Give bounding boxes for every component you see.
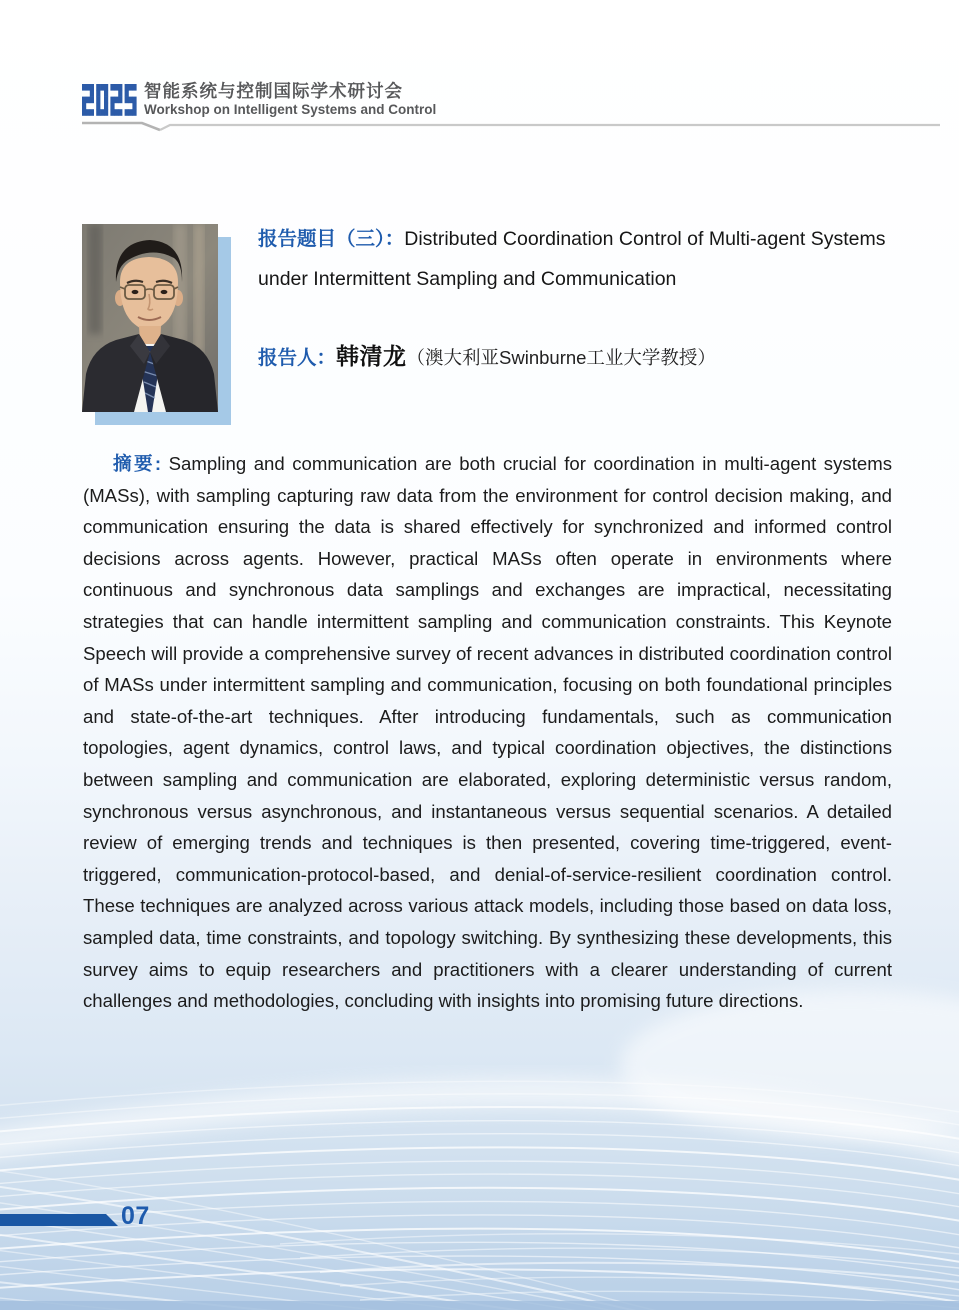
abstract-paragraph	[83, 448, 892, 1017]
page-number: 07	[121, 1202, 150, 1230]
footer-accent-bar	[0, 1214, 118, 1226]
speaker-name: 韩清龙	[336, 343, 407, 369]
talk-title-text: Distributed Coordination Control of Multi-agent Systems under Intermittent Sampling and Communication	[258, 228, 886, 290]
workshop-title-block	[144, 81, 436, 118]
speaker-line	[258, 338, 716, 371]
talk-title	[258, 219, 900, 299]
abstract-text: Sampling and communication are both crucial for coordination in multi-agent systems (MASs), with sampling capturing raw data from the environment for control decision making, and communication ensuring the data is shared effectively for synchronized and informed control decisions across agents. However, practical MASs often operate in environments where continuous and synchronous data samplings and exchanges are impractical, necessitating strategies that can handle intermittent sampling and communication constraints. This Keynote Speech will provide a comprehensive survey of recent advances in distributed coordination control of MASs under intermittent sampling and communication, focusing on both foundational principles and state-of-the-art techniques. After introducing fundamentals, such as communication topologies, agent dynamics, control laws, and typical coordination objectives, the distinctions between sampling and communication are elaborated, exploring deterministic versus random, synchronous versus asynchronous, and instantaneous versus sequential scenarios. A detailed review of emerging trends and techniques is then presented, covering time-triggered, event-triggered, communication-protocol-based, and denial-of-service-resilient coordination control. These techniques are analyzed across various attack models, including those based on data loss, sampled data, time constraints, and topology switching. By synthesizing these developments, this survey aims to equip researchers and practitioners with a clearer understanding of current challenges and methodologies, concluding with insights into promising future directions.	[83, 453, 892, 1012]
speaker-photo-block	[82, 224, 232, 426]
speaker-affiliation: （澳大利亚Swinburne工业大学教授）	[406, 347, 716, 368]
talk-title-label: 报告题目（三）：	[258, 228, 405, 250]
speaker-portrait-photo	[82, 224, 218, 412]
speaker-label: 报告人：	[258, 347, 337, 369]
abstract-label: 摘要:	[113, 453, 162, 474]
workshop-title-en: Workshop on Intelligent Systems and Control	[144, 102, 437, 117]
year-logo	[82, 84, 138, 116]
header-divider	[82, 116, 942, 132]
workshop-title-zh: 智能系统与控制国际学术研讨会	[144, 81, 403, 101]
